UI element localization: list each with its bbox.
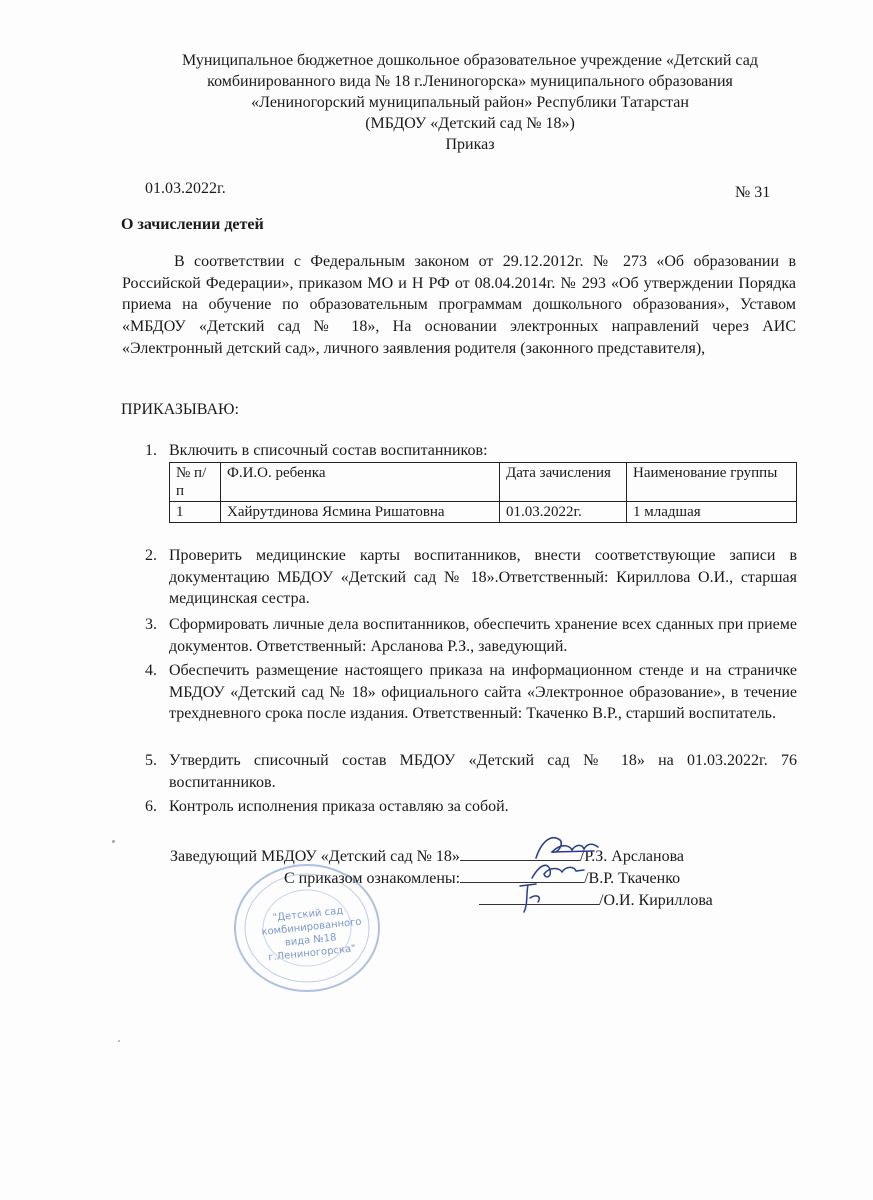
signature-row-ack-1 bbox=[284, 868, 680, 888]
list-item-text: Обеспечить размещение настоящего приказа на информационном стенде и на страничке МБДОУ «Детский сад № 18» официального сайта «Электронное образование», в течение трехдневного срока после издания. Ответственный: Ткаченко В.Р., старший воспитатель. bbox=[169, 662, 797, 722]
order-preamble: В соответствии с Федеральным законом от 29.12.2012г. № 273 «Об образовании в Российской Федерации», приказом МО и Н РФ от 08.04.2014г. № 293 «Об утверждении Порядка приема на обучение по образовательным программам дошкольного образования», Уставом «МБДОУ «Детский сад № 18», На основании электронных направлений через АИС «Электронный детский сад», личного заявления родителя (законного представителя), bbox=[122, 253, 796, 357]
table-header-row bbox=[170, 463, 797, 502]
list-item-text: Контроль исполнения приказа оставляю за собой. bbox=[169, 798, 509, 815]
list-item bbox=[145, 440, 797, 462]
table-cell: 1 bbox=[170, 502, 221, 523]
list-item bbox=[145, 660, 797, 725]
list-item-number: 5. bbox=[145, 752, 157, 769]
order-subject: О зачислении детей bbox=[121, 216, 264, 233]
head-signature-name: /Р.З. Арсланова bbox=[579, 848, 685, 865]
list-item-number: 4. bbox=[145, 662, 157, 679]
scan-speck bbox=[112, 840, 115, 843]
table-row bbox=[170, 502, 797, 523]
list-item bbox=[145, 796, 797, 818]
column-header: № п/п bbox=[170, 463, 221, 502]
list-item-text: Проверить медицинские карты воспитанников, внести соответствующие записи в документацию МБДОУ «Детский сад № 18».Ответственный: Кириллова О.И., старшая медицинская сестра. bbox=[169, 547, 797, 607]
column-header: Наименование группы bbox=[627, 463, 797, 502]
document-type: Приказ bbox=[445, 136, 495, 153]
acknowledged-label: С приказом ознакомлены: bbox=[284, 870, 461, 887]
column-header: Ф.И.О. ребенка bbox=[221, 463, 500, 502]
list-item bbox=[145, 614, 797, 657]
table-cell: Хайрутдинова Ясмина Ришатовна bbox=[221, 502, 500, 523]
list-item-number: 1. bbox=[145, 442, 157, 459]
list-item-text: Включить в списочный состав воспитанников: bbox=[169, 442, 488, 459]
ack1-signature-name: /В.Р. Ткаченко bbox=[584, 870, 681, 887]
table-cell: 01.03.2022г. bbox=[500, 502, 627, 523]
list-item-number: 6. bbox=[145, 798, 157, 815]
table-cell: 1 младшая bbox=[627, 502, 797, 523]
order-date: 01.03.2022г. bbox=[145, 180, 226, 197]
ack2-signature-name: /О.И. Кириллова bbox=[599, 892, 713, 909]
handwritten-signature-3 bbox=[512, 880, 552, 916]
list-item bbox=[145, 750, 797, 793]
list-item-number: 3. bbox=[145, 616, 157, 633]
signature-row-head bbox=[170, 846, 684, 866]
children-table bbox=[169, 462, 797, 523]
column-header: Дата зачисления bbox=[500, 463, 627, 502]
header-line-3: «Лениногорский муниципальный район» Республики Татарстан bbox=[251, 94, 689, 111]
stamp-text: "Детский сад комбинированного вида №18 г.Лениногорска" bbox=[261, 905, 363, 964]
list-item bbox=[145, 545, 797, 610]
head-signature-label: Заведующий МБДОУ «Детский сад № 18» bbox=[170, 848, 460, 865]
header-line-2: комбинированного вида № 18 г.Лениногорска» муниципального образования bbox=[207, 73, 733, 90]
header-line-1: Муниципальное бюджетное дошкольное образовательное учреждение «Детский сад bbox=[182, 52, 758, 69]
list-item-number: 2. bbox=[145, 547, 157, 564]
document-header bbox=[120, 50, 820, 155]
scan-speck bbox=[118, 1040, 120, 1042]
header-line-4: (МБДОУ «Детский сад № 18») bbox=[365, 115, 575, 132]
order-word: ПРИКАЗЫВАЮ: bbox=[121, 401, 239, 418]
order-number: № 31 bbox=[735, 184, 771, 201]
list-item-text: Утвердить списочный состав МБДОУ «Детский сад № 18» на 01.03.2022г. 76 воспитанников. bbox=[169, 752, 797, 791]
list-item-text: Сформировать личные дела воспитанников, обеспечить хранение всех сданных при приеме документов. Ответственный: Арсланова Р.З., заведующий. bbox=[169, 616, 797, 655]
